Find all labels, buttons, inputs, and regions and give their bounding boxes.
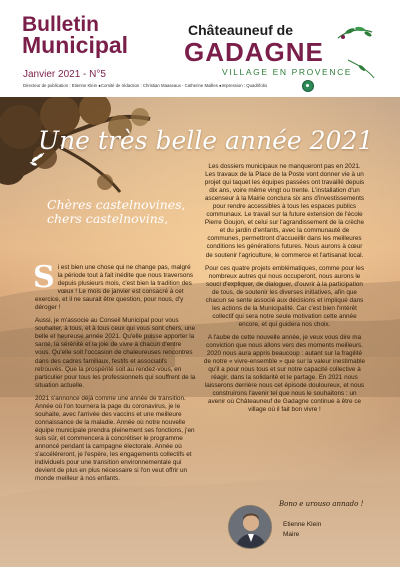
editorial-right-column: [203, 163, 366, 419]
publication-credits: Directeur de publication : Etienne Klein ●Comité de rédaction : Christian Maaseaux - Catherine Mailles ●Impression : Quadrifolio: [23, 83, 268, 88]
bulletin-title: [22, 14, 128, 56]
bulletin-title-line1: Bulletin: [22, 13, 99, 36]
signatory-role: Maire: [283, 531, 300, 538]
provencal-wish: Bono e urouso annado !: [279, 500, 364, 508]
drop-cap: S: [33, 260, 55, 295]
signatory-name: Etienne Klein: [283, 521, 322, 528]
person-icon: [229, 506, 272, 549]
paragraph: Les dossiers municipaux ne manqueront pas en 2021. Les travaux de la Place de la Poste vont donner vie à un projet qui taquet les équipes passées ont travaillé depuis dix ans, voire même vingt ou trente. L'installation d'un ascenseur à la Mairie conclura six ans d'investissements pour rendre accessibles à tous les espaces publics communaux. Le travail sur la future extension de l'école Pierre Goujon, et celui sur l'agrandissement de la crèche et du jardin d'enfants, avec la communauté de communes, permettront d'accueillir dans les meilleures conditions les générations futures. Nous aurons à cœur de soutenir l'agriculture, le commerce et l'artisanat local.: [204, 163, 365, 259]
editorial-left-column: [33, 260, 196, 488]
town-name-line1: Châteauneuf de: [188, 22, 294, 38]
paragraph: A l'aube de cette nouvelle année, je veux vous dire ma conviction que nous allons vers des moments meilleurs. 2020 nous aura appris beaucoup : autant sur la fragilité de notre « vivre-ensemble » que sur la valeur inestimable qu'il a pour nous tous et sur notre capacité collective à réagir, dans la solidarité et le partage. En 2021 nous laisserons derrière nous cet épisode douloureux, et nous construirons l'avenir tel que nous le souhaitons : un avenir où Châteauneuf de Gadagne continue à être ce village où il fait bon vivre !: [203, 333, 366, 414]
paragraph: Aussi, je m'associe au Conseil Municipal pour vous souhaiter, à tous, et à tous ceux qui vous sont chers, une belle et heureuse année 2021. Qu'elle puisse apporter la santé, la sérénité et la joie de vivre à chacun d'entre vous. Qu'elle soit l'occasion de chaleureuses rencontres dans des cadres familiaux, festifs et associatifs retrouvés. Que la prospérité soit au rendez-vous, en particulier pour tous les professionnels qui souffrent de la situation actuelle.: [35, 317, 196, 389]
town-logo: [178, 20, 378, 82]
issue-number: Janvier 2021 - N°5: [23, 69, 106, 80]
masthead: [0, 0, 400, 97]
greeting-line1: Chères castelnovines,: [47, 197, 186, 212]
greeting-line2: chers castelnovins,: [47, 211, 169, 226]
mayor-portrait: [228, 505, 272, 549]
paragraph-text: i est bien une chose qui ne change pas, malgré la période tout à fait inédite que nous traversons depuis plusieurs mois, c'est bien la tradition des vœux ! Le mois de janvier est consacré à cet exercice, et il ne saurait être question, pour nous, d'y déroger !: [35, 264, 194, 312]
greeting: [47, 198, 186, 226]
paragraph: [33, 260, 196, 312]
paragraph: 2021 s'annonce déjà comme une année de transition. Année où l'on tournera la page du coronavirus, je le souhaite, avec l'arrivée des vaccins et une meilleure connaissance de la maladie. Année où notre nouvelle équipe municipale prendra pleinement ses fonctions, j'en suis sûr, et commencera à concrétiser le programme annoncé pendant la campagne électorale. Année où s'accéléreront, je l'espère, les engagements collectifs et individuels pour une transition environnementale qui devient de plus en plus nécessaire si l'on veut offrir un monde meilleur à nos enfants.: [35, 394, 195, 483]
bulletin-title-line2: Municipal: [22, 32, 129, 58]
town-name-line2: GADAGNE: [184, 37, 324, 67]
paragraph: Pour ces quatre projets emblématiques, comme pour les nombreux autres qui nous occuperont, nous aurons le souci d'expliquer, de dialoguer, d'ouvrir à la participation de tous, de soutenir les diverses initiatives, afin que chacun se sente associé aux décisions et impliqué dans les actions de la Municipalité. Car c'est bien l'intérêt collectif qui sera notre seule motivation cette année encore, et qui guidera nos choix.: [204, 264, 365, 328]
hero-title: Une très belle année 2021: [38, 126, 374, 155]
town-tagline: VILLAGE EN PROVENCE: [222, 67, 353, 77]
